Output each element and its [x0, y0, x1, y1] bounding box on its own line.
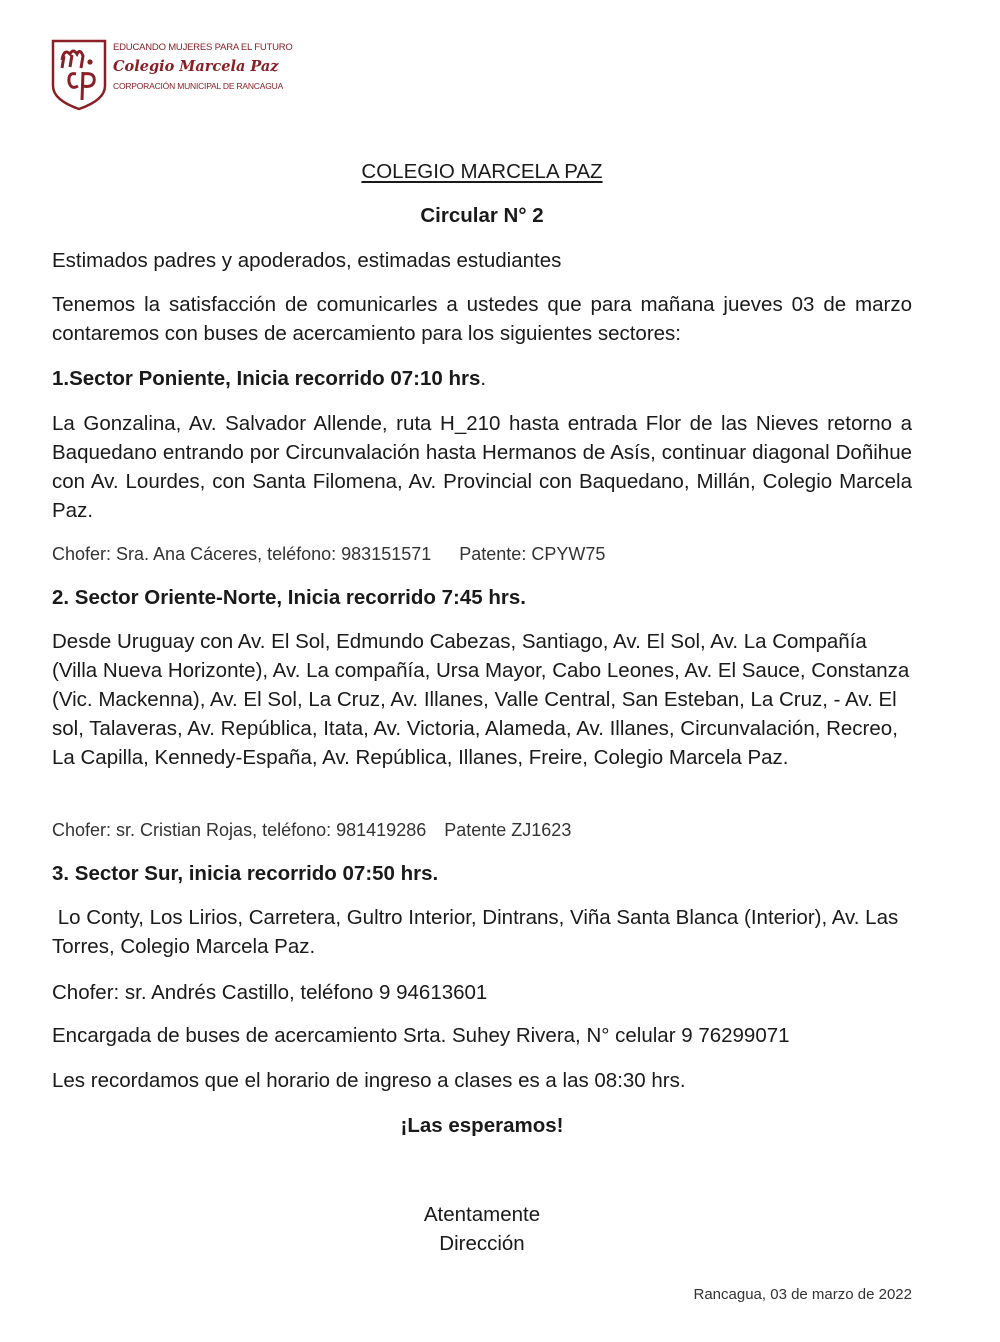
logo-school-name: Colegio Marcela Paz [113, 58, 279, 75]
coordinator-info: Encargada de buses de acercamiento Srta. Suhey Rivera, N° celular 9 76299071 [52, 1024, 790, 1047]
place-and-date: Rancagua, 03 de marzo de 2022 [693, 1286, 912, 1303]
sector-1-heading-period: . [480, 367, 487, 390]
sector-3-driver: Chofer: sr. Andrés Castillo, teléfono 9 94613601 [52, 981, 488, 1004]
sector-1-driver-line [52, 540, 912, 569]
sector-2-heading: 2. Sector Oriente-Norte, Inicia recorrido 7:45 hrs. [52, 586, 526, 609]
mcp-monogram-icon [50, 38, 108, 112]
school-title: COLEGIO MARCELA PAZ [361, 160, 603, 183]
logo-corporation: CORPORACIÓN MUNICIPAL DE RANCAGUA [113, 81, 284, 91]
closing-phrase: ¡Las esperamos! [400, 1114, 564, 1137]
sector-3-heading: 3. Sector Sur, inicia recorrido 07:50 hrs. [52, 862, 439, 885]
sector-1-driver: Chofer: Sra. Ana Cáceres, teléfono: 983151571 [52, 544, 432, 564]
sector-2-route: Desde Uruguay con Av. El Sol, Edmundo Cabezas, Santiago, Av. El Sol, Av. La Compañía (Villa Nueva Horizonte), Av. La compañía, Ursa Mayor, Cabo Leones, Av. El Sauce, Constanza (Vic. Mackenna), Av. El Sol, La Cruz, Av. Illanes, Valle Central, San Esteban, La Cruz, - Av. El sol, Talaveras, Av. República, Itata, Av. Victoria, Alameda, Av. Illanes, Circunvalación, Recreo, La Capilla, Kennedy-España, Av. República, Illanes, Freire, Colegio Marcela Paz. [52, 630, 910, 769]
sector-2-driver-line [52, 816, 912, 845]
greeting: Estimados padres y apoderados, estimadas estudiantes [52, 249, 562, 272]
sector-3-route: Lo Conty, Los Lirios, Carretera, Gultro Interior, Dintrans, Viña Santa Blanca (Interior), Av. Las Torres, Colegio Marcela Paz. [52, 906, 904, 958]
sector-2-driver: Chofer: sr. Cristian Rojas, teléfono: 981419286 [52, 820, 427, 840]
signature-greeting: Atentamente [423, 1203, 541, 1226]
intro-paragraph: Tenemos la satisfacción de comunicarles a ustedes que para mañana jueves 03 de marzo contaremos con buses de acercamiento para los siguientes sectores: [52, 293, 912, 345]
sector-2-plate: Patente ZJ1623 [444, 820, 572, 840]
sector-1-heading [52, 364, 912, 393]
logo-tagline: EDUCANDO MUJERES PARA EL FUTURO [113, 42, 293, 53]
sector-1-heading-text: 1.Sector Poniente, Inicia recorrido 07:10 hrs [52, 367, 481, 390]
schedule-reminder: Les recordamos que el horario de ingreso a clases es a las 08:30 hrs. [52, 1069, 686, 1092]
sector-1-route: La Gonzalina, Av. Salvador Allende, ruta H_210 hasta entrada Flor de las Nieves retorno a Baquedano entrando por Circunvalación hasta Hermanos de Asís, continuar diagonal Doñihue con Av. Lourdes, con Santa Filomena, Av. Provincial con Baquedano, Millán, Colegio Marcela Paz. [52, 412, 912, 522]
signature-sender: Dirección [439, 1232, 525, 1255]
circular-number: Circular N° 2 [420, 204, 544, 227]
school-logo [50, 38, 293, 114]
sector-1-plate: Patente: CPYW75 [459, 544, 606, 564]
